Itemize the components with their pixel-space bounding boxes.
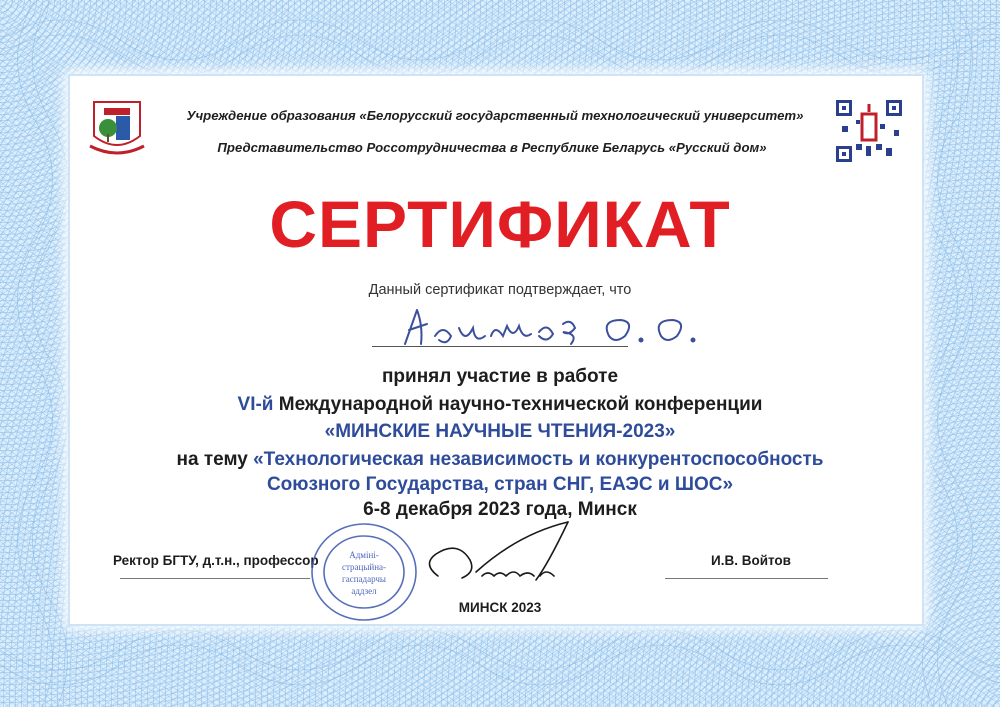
signer-name: И.В. Войтов <box>711 553 791 568</box>
topic-title-part1: «Технологическая независимость и конкурентоспособность <box>247 449 824 470</box>
conference-type: Международной научно-технической конференции <box>273 394 763 415</box>
topic-line <box>0 449 1000 471</box>
stamp-text-1: Адміні- <box>349 550 379 560</box>
confirmation-text: Данный сертификат подтверждает, что <box>368 282 632 298</box>
conference-name: «МИНСКИЕ НАУЧНЫЕ ЧТЕНИЯ-2023» <box>324 421 676 442</box>
conference-ordinal: VI-й <box>237 394 274 415</box>
name-underline <box>372 346 628 347</box>
topic-title-part2: Союзного Государства, стран СНГ, ЕАЭС и ШОС» <box>266 474 734 495</box>
recipient-handwritten-name <box>395 296 725 362</box>
handwritten-signature <box>418 514 588 594</box>
event-date-place: 6-8 декабря 2023 года, Минск <box>363 499 637 520</box>
stamp-text-3: гаспадарчы <box>342 574 386 584</box>
organization-secondary: Представительство Россотрудничества в Республике Беларусь «Русский дом» <box>217 140 767 155</box>
signer-title: Ректор БГТУ, д.т.н., профессор <box>113 553 319 568</box>
certificate-title: СЕРТИФИКАТ <box>269 187 731 261</box>
city-year: МИНСК 2023 <box>458 600 542 615</box>
signer-name-underline <box>665 578 828 579</box>
stamp-text-4: аддзел <box>351 586 377 596</box>
stamp-text-2: страцыйна- <box>341 562 387 572</box>
conference-line <box>0 394 1000 416</box>
signer-title-underline <box>120 578 310 579</box>
topic-label: на тему <box>176 449 248 470</box>
participation-line: принял участие в работе <box>381 366 619 387</box>
organization-primary: Учреждение образования «Белорусский государственный технологический университет» <box>186 108 804 123</box>
